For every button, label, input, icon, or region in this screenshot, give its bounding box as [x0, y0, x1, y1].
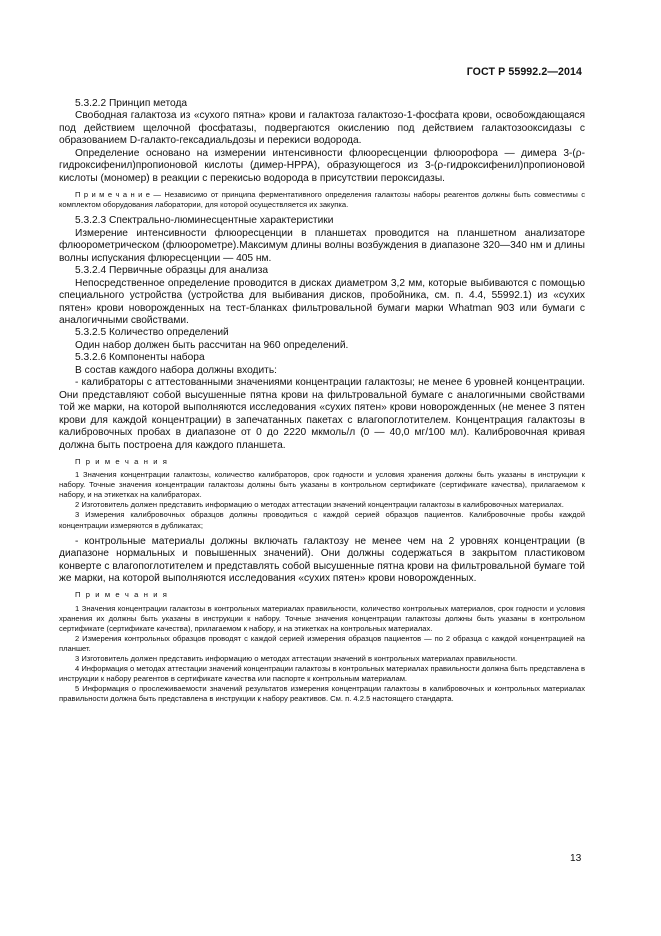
list-item: - контрольные материалы должны включать галактозу не менее чем на 2 уровнях концентрации (в диапазоне нормальных и повышенных значений). Они должны содержаться в закрытом пластиковом конверте с влагопоглотителем и представлять собой высушенные пятна крови на фильтровальной бумаге той же марки, на которой выполняются исследования «сухих пятен» крови новорожденных.	[59, 535, 585, 584]
paragraph: Измерение интенсивности флюоресценции в планшетах проводится на планшетном анализаторе флюорометрическом (флюорометре).Максимум длины волны возбуждения в диапазоне 320—340 нм и длины волны испускания флюресценции — 405 нм.	[59, 227, 585, 264]
paragraph: Свободная галактоза из «сухого пятна» крови и галактоза галактозо-1-фосфата крови, освобождающаяся под действием щелочной фосфатазы, подвергаются окислению под действием галактозооксидазы с образованием D-галакто-гексадиальдозы и перекиси водорода.	[59, 110, 585, 147]
note-item: 3 Измерения калибровочных образцов должны проводиться с каждой серией образцов пациентов. Калибровочные пробы каждой концентрации измеряются в дубликатах;	[59, 510, 585, 530]
section-heading-5323: 5.3.2.3 Спектрально-люминесцентные характеристики	[75, 215, 334, 227]
note-item: 2 Изготовитель должен представить информацию о методах аттестации значений концентрации галактозы в калибровочных материалах.	[75, 500, 564, 510]
note-item: 1 Значения концентрации галактозы в контрольных материалах правильности, количество контрольных материалов, срок годности и условия хранения их должны быть указаны в инструкции к набору. Точные значения концентрации галактозы должны быть указаны в контрольном сертификате (сертификате качества), прилагаемом к набору, и на этикетках на контрольных материалах.	[59, 603, 585, 633]
section-heading-5322: 5.3.2.2 Принцип метода	[75, 98, 188, 109]
paragraph: В состав каждого набора должны входить:	[75, 364, 277, 376]
page-number: 13	[570, 853, 582, 864]
paragraph: Один набор должен быть рассчитан на 960 определений.	[75, 339, 349, 351]
note-item: 3 Изготовитель должен представить информацию о методах аттестации значений в контрольных материалах правильности.	[75, 654, 518, 663]
page-body	[59, 98, 585, 704]
notes-title: П р и м е ч а н и я	[75, 590, 169, 600]
section-heading-5326: 5.3.2.6 Компоненты набора	[75, 352, 205, 364]
note-item: 2 Измерения контрольных образцов проводят с каждой серией измерения образцов пациентов — по 2 образца с каждой концентрацией на планшет.	[59, 633, 585, 653]
notes-title: П р и м е ч а н и я	[75, 456, 169, 466]
section-heading-5324: 5.3.2.4 Первичные образцы для анализа	[75, 265, 269, 277]
section-heading-5325: 5.3.2.5 Количество определений	[75, 327, 229, 339]
note-item: 5 Информация о прослеживаемости значений результатов измерения концентрации галактозы в калибровочных и контрольных материалах правильности должна быть представлена в инструкции к набору реактивов. См. п. 4.2.5 настоящего стандарта.	[59, 684, 585, 704]
note-item: 1 Значения концентрации галактозы, количество калибраторов, срок годности и условия хранения должны быть указаны в инструкции к набору. Точные значения концентрации галактозы должны быть указаны в контрольном сертификате (сертификате качества), прилагаемом к набору, и на этикетках на калибраторах.	[59, 470, 585, 500]
note-item: 4 Информация о методах аттестации значений концентрации галактозы в контрольных материалах правильности должна быть представлена в инструкции к набору реагентов в сертификате качества или паспорте к контрольным материалам.	[59, 664, 585, 684]
standard-header: ГОСТ Р 55992.2—2014	[466, 66, 582, 78]
paragraph: Непосредственное определение проводится в дисках диаметром 3,2 мм, которые выбиваются с помощью специального устройства (устройства для выбивания дисков, пробойника, см. п. 4.4, 55992.1) из «сухих пятен» крови новорожденных на тест-бланках фильтровальной бумаги марки Whatman 903 или бумаги с аналогичными свойствами.	[59, 277, 585, 326]
list-item: - калибраторы с аттестованными значениями концентрации галактозы; не менее 6 уровней концентрации. Они представляют собой высушенные пятна крови на фильтровальной бумаге с аналогичными свойствами той же марки, на которой выполняются исследования «сухих пятен» крови новорожденных (не менее 3 пятен крови для каждой концентрации) в запечатанных пакетах с влагопоглотителем. Концентрация галактозы в калибровочных пробах в диапазоне от 0 до 2220 мкмоль/л (0 — 40,0 мг/100 мл). Калибровочная кривая должна быть построена для каждого планшета.	[59, 377, 585, 451]
note: П р и м е ч а н и е — Независимо от принципа ферментативного определения галактозы наборы реагентов должны быть совместимы с комплектом оборудования лаборатории, для которой осуществляется их закупка.	[59, 190, 585, 210]
paragraph: Определение основано на измерении интенсивности флюоресценции флюорофора — димера 3-(ρ-гидроксифенил)пропионовой кислоты (димер-НРРА), образующегося из 3-(ρ-гидроксифенил)пропионовой кислоты (мономер) в реакции с перекисью водорода в присутствии пероксидазы.	[59, 147, 585, 184]
